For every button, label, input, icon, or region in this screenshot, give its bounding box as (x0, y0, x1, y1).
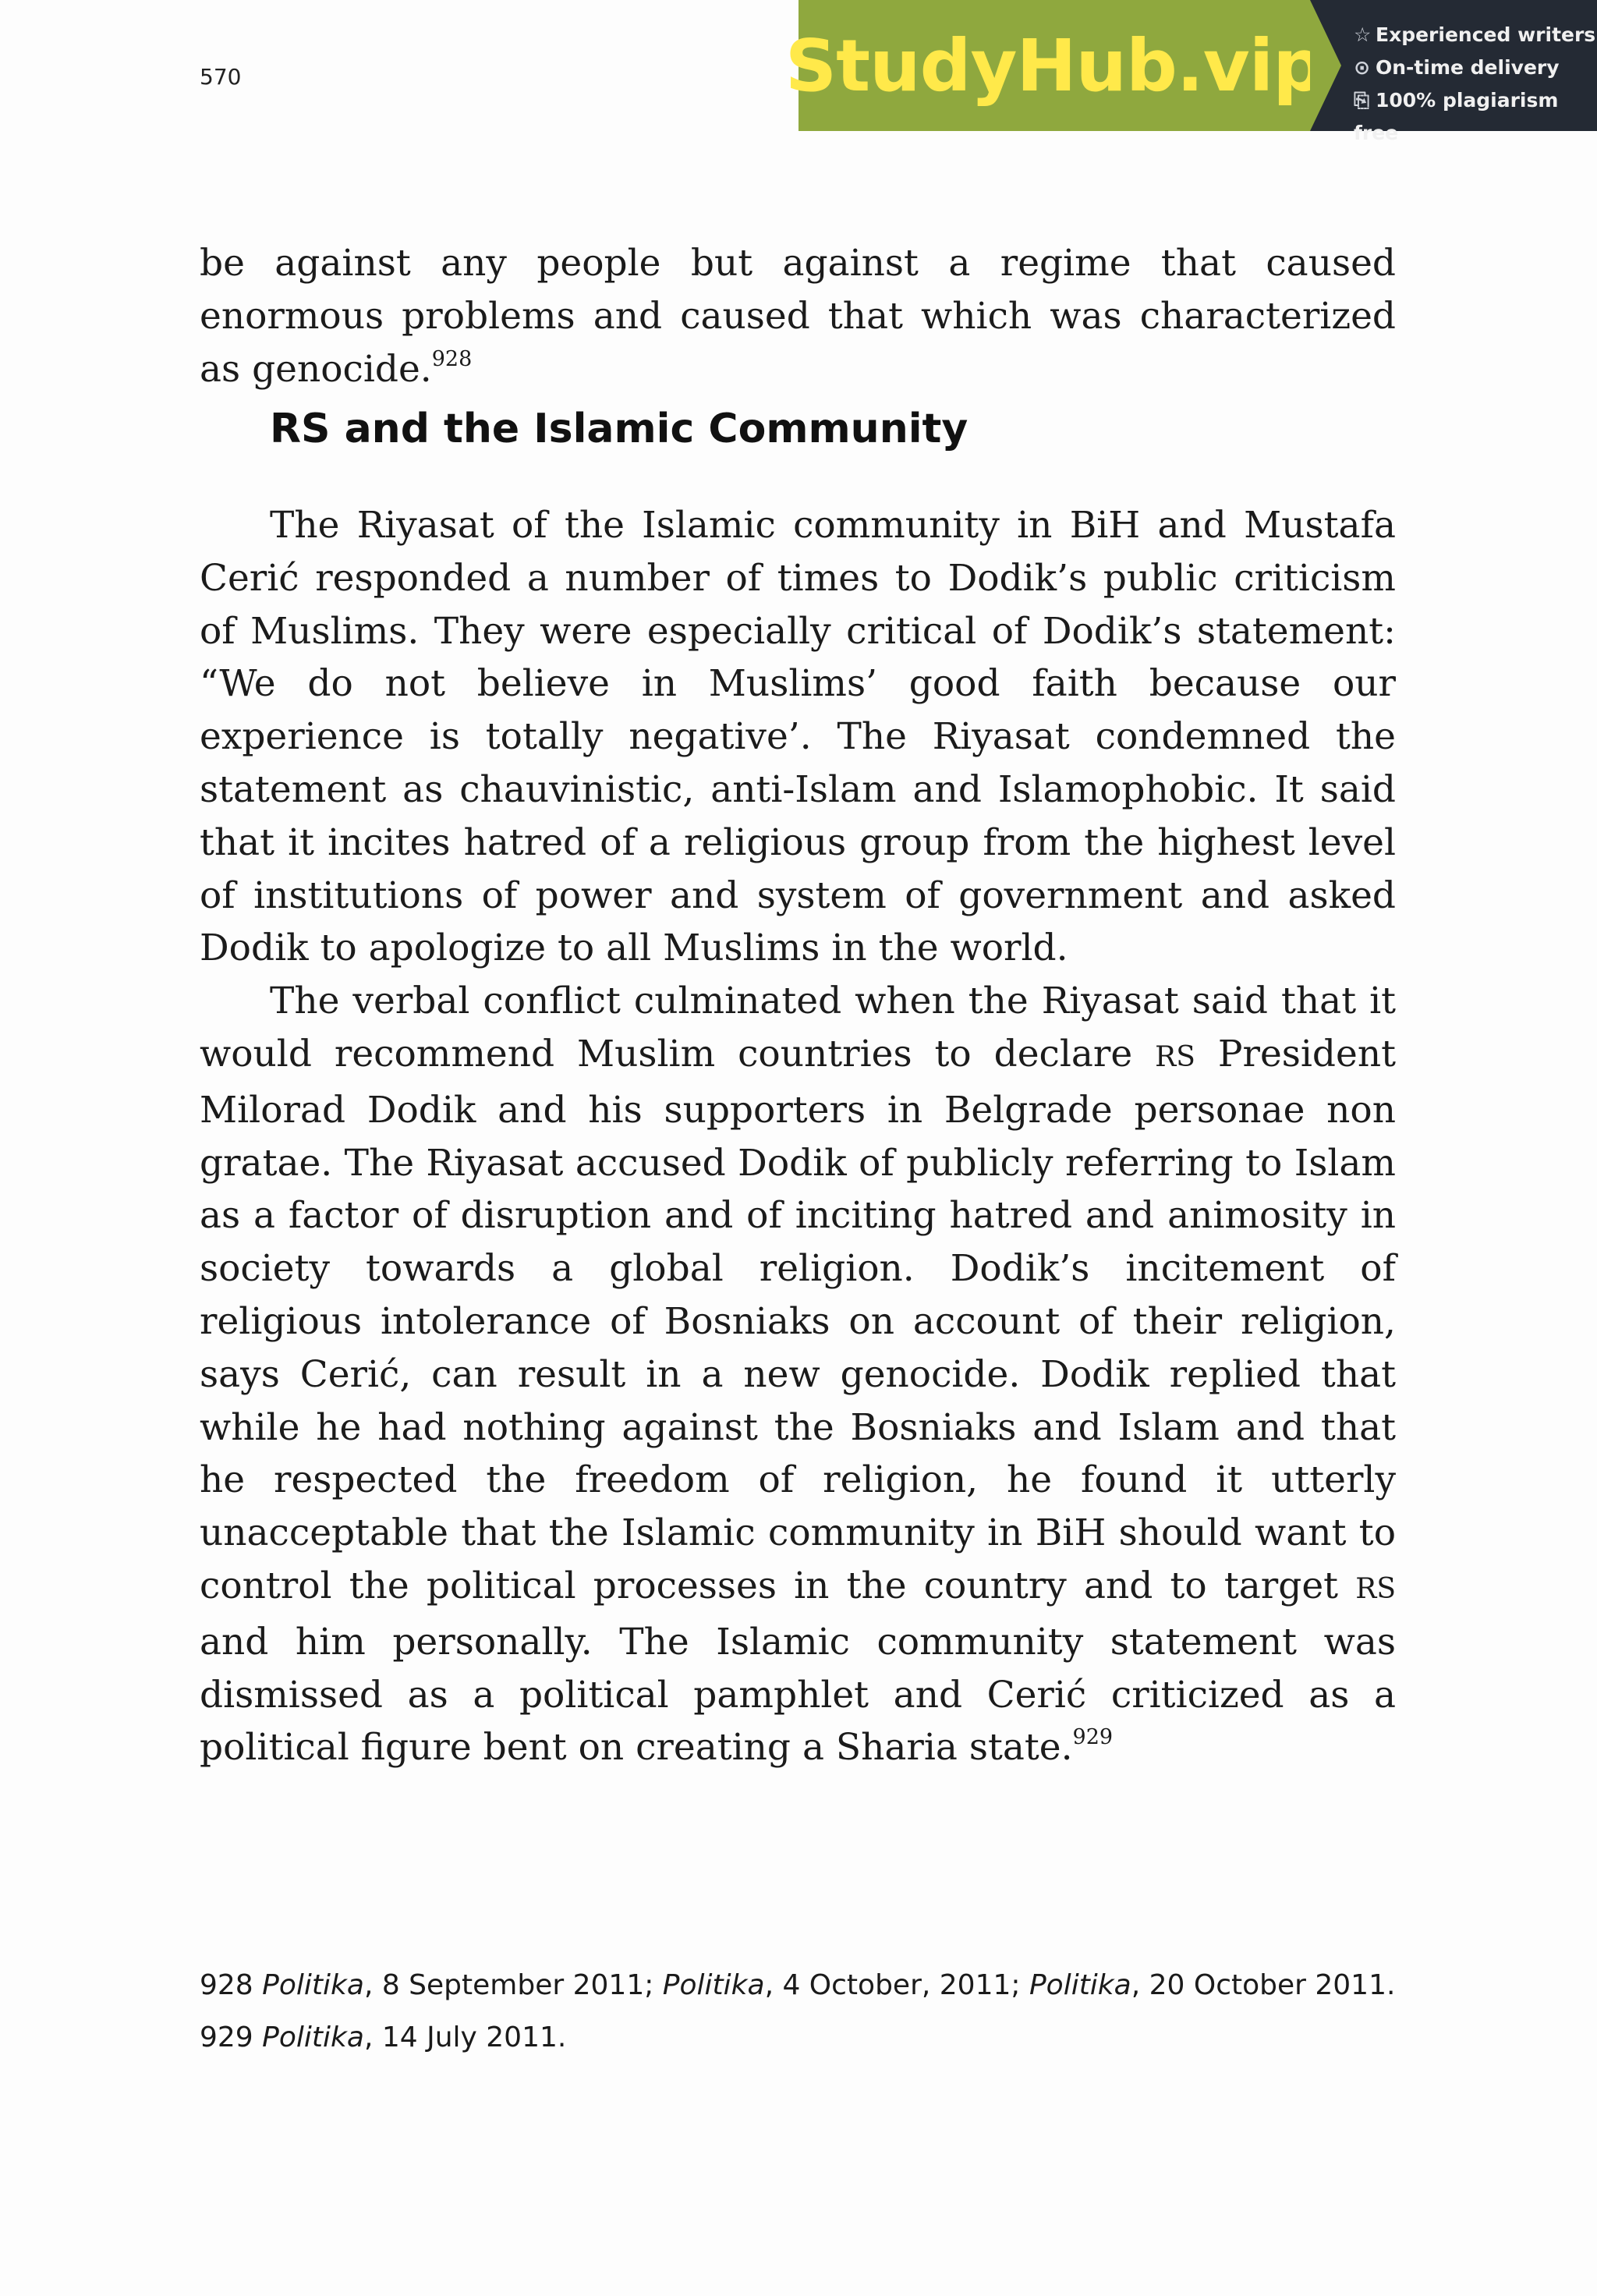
banner-feature (1354, 19, 1597, 51)
footnote-source: Politika (1029, 1969, 1131, 2001)
footnotes (200, 1959, 1447, 2064)
banner-feature (1354, 84, 1597, 150)
banner-features (1310, 0, 1597, 144)
footnote-date: , 20 October 2011. (1131, 1969, 1396, 2001)
banner-logo-text: StudyHub.vip (784, 23, 1324, 108)
lead-paragraph (200, 237, 1396, 395)
footnote-source: Politika (262, 2021, 364, 2053)
paragraph-2 (200, 975, 1396, 1774)
paragraph-2-part-c: and him personally. The Islamic community statement was dismissed as a political pamphlet and Cerić criticized as a political figure bent on creating a Sharia state. (200, 1620, 1396, 1770)
page-number: 570 (200, 64, 242, 90)
footnote-source: Politika (662, 1969, 765, 2001)
banner-feature (1354, 51, 1597, 84)
lead-text: be against any people but against a regime that caused enormous problems and caused that which was characterized as genocide. (200, 242, 1396, 391)
document-check-icon: ⎘ (1354, 89, 1370, 112)
paragraph-2-part-b: President Milorad Dodik and his supporters in Belgrade personae non gratae. The Riyasat accused Dodik of publicly referring to Islam as a factor of disruption and of inciting hatred and animosity in society towards a global religion. Dodik’s incitement of religious intolerance of Bosniaks on account of their religion, says Cerić, can result in a new genocide. Dodik replied that while he had nothing against the Bosniaks and Islam and that he respected the freedom of religion, he found it utterly unacceptable that the Islamic community in BiH should want to control the political processes in the country and to target (200, 1032, 1396, 1607)
footnote-ref-928[interactable]: 928 (431, 346, 473, 371)
studyhub-banner[interactable] (784, 0, 1597, 144)
rs-abbreviation: RS (1155, 1040, 1195, 1073)
star-icon: ☆ (1354, 23, 1372, 46)
footnote-date: , 8 September 2011; (363, 1969, 663, 2001)
banner-feature-text: On-time delivery (1376, 56, 1560, 79)
banner-logo[interactable] (784, 0, 1324, 131)
footnote-date: , 14 July 2011. (363, 2021, 567, 2053)
footnote-929 (200, 2011, 1447, 2064)
section-heading: RS and the Islamic Community (270, 406, 968, 452)
footnote-number: 928 (200, 1969, 253, 2001)
rs-abbreviation: RS (1355, 1572, 1396, 1605)
paragraph-2-part-a: The verbal conflict culminated when the Riyasat said that it would recommend Muslim countries to declare (200, 980, 1396, 1075)
section-body (200, 499, 1396, 1774)
footnote-928 (200, 1959, 1447, 2011)
footnote-date: , 4 October, 2011; (764, 1969, 1029, 2001)
banner-feature-text: 100% plagiarism free (1354, 89, 1559, 144)
footnote-source: Politika (262, 1969, 364, 2001)
clock-icon: ⊙ (1354, 56, 1370, 79)
footnote-number: 929 (200, 2021, 253, 2053)
footnote-ref-929[interactable]: 929 (1072, 1725, 1114, 1750)
banner-feature-text: Experienced writers (1376, 23, 1596, 46)
lead-paragraph-text (200, 237, 1396, 395)
paragraph-1: The Riyasat of the Islamic community in BiH and Mustafa Cerić responded a number of times to Dodik’s public criticism of Muslims. They were especially critical of Dodik’s statement: “We do not believe in Muslims’ good faith because our experience is totally negative’. The Riyasat condemned the statement as chauvinistic, anti-Islam and Islamophobic. It said that it incites hatred of a religious group from the highest level of institutions of power and system of government and asked Dodik to apologize to all Muslims in the world. (200, 504, 1396, 970)
